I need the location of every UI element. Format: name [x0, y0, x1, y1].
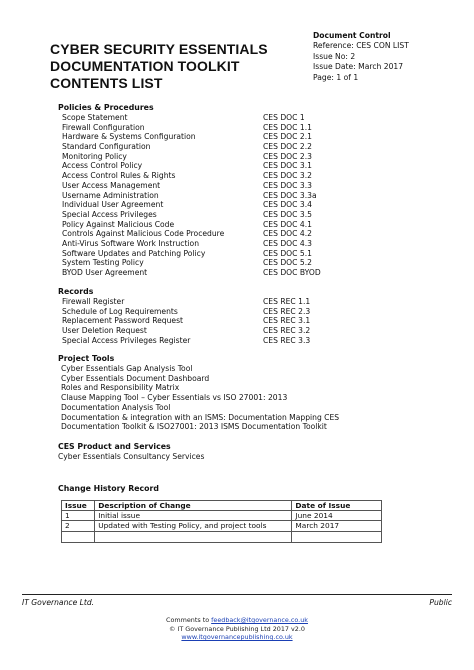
- table-cell: Initial issue: [95, 511, 292, 521]
- table-row: [62, 511, 382, 521]
- policies-heading: Policies & Procedures: [58, 103, 154, 112]
- table-row: [62, 521, 382, 531]
- footer-divider: [22, 594, 452, 595]
- change-history-heading: Change History Record: [58, 484, 159, 493]
- item-name: Access Control Rules & Rights: [62, 171, 176, 181]
- item-name: Access Control Policy: [62, 161, 143, 171]
- item-name: User Access Management: [62, 180, 161, 190]
- title-line-1: CYBER SECURITY ESSENTIALS: [50, 41, 268, 57]
- project-tools-list: [61, 364, 339, 432]
- footer-comments-block: [0, 616, 474, 642]
- item-name: Hardware & Systems Configuration: [62, 132, 196, 142]
- table-cell: [95, 531, 292, 542]
- table-header-row: [62, 501, 382, 511]
- issue-date: Issue Date: March 2017: [313, 62, 404, 72]
- item-reference: CES DOC 1.1: [263, 122, 312, 132]
- records-heading: Records: [58, 287, 94, 296]
- list-item: Documentation & integration with an ISMS: Documentation Mapping CES: [61, 412, 340, 422]
- item-reference: CES DOC 2.1: [263, 132, 312, 142]
- item-reference: CES DOC 4.1: [263, 219, 312, 229]
- item-reference: CES DOC 5.1: [263, 248, 312, 258]
- item-name: Monitoring Policy: [62, 151, 127, 161]
- feedback-email-link[interactable]: feedback@itgovernance.co.uk: [211, 616, 308, 624]
- column-header-date: Date of Issue: [292, 501, 382, 511]
- item-name: Special Access Privileges: [62, 209, 157, 219]
- table-cell: Updated with Testing Policy, and project tools: [95, 521, 292, 531]
- item-name: Firewall Configuration: [62, 122, 145, 132]
- item-name: BYOD User Agreement: [62, 268, 148, 277]
- list-item: Roles and Responsibility Matrix: [61, 383, 180, 393]
- item-name: Special Access Privileges Register: [62, 335, 191, 345]
- table-cell: 1: [62, 511, 95, 521]
- ces-services-item: Cyber Essentials Consultancy Services: [58, 452, 205, 461]
- item-reference: CES DOC 5.2: [263, 258, 312, 268]
- table-cell: [292, 531, 382, 542]
- item-reference: CES DOC 2.3: [263, 151, 312, 161]
- list-item: Documentation Analysis Tool: [61, 402, 171, 412]
- item-name: Controls Against Malicious Code Procedure: [62, 229, 225, 239]
- item-reference: CES DOC 3.3: [263, 180, 312, 190]
- copyright-text: © IT Governance Publishing Ltd 2017 v2.0: [169, 624, 305, 633]
- column-header-description: Description of Change: [95, 501, 292, 511]
- item-name: Anti-Virus Software Work Instruction: [62, 238, 200, 248]
- item-name: Replacement Password Request: [62, 316, 184, 326]
- page-number: Page: 1 of 1: [313, 72, 359, 82]
- comments-line: [0, 616, 474, 625]
- item-reference: CES REC 3.1: [263, 316, 311, 326]
- item-reference: CES REC 3.2: [263, 326, 311, 336]
- list-item: Cyber Essentials Gap Analysis Tool: [61, 364, 193, 373]
- item-name: Software Updates and Patching Policy: [62, 248, 206, 258]
- item-reference: CES REC 1.1: [263, 297, 311, 306]
- item-name: Firewall Register: [62, 297, 125, 306]
- item-name: Policy Against Malicious Code: [62, 219, 175, 229]
- comments-prefix: Comments to: [166, 616, 212, 624]
- item-name: Standard Configuration: [62, 142, 151, 152]
- title-line-2: DOCUMENTATION TOOLKIT: [50, 58, 240, 74]
- item-name: User Deletion Request: [62, 326, 147, 336]
- change-history-table: [61, 500, 382, 543]
- document-title: [50, 41, 300, 92]
- item-reference: CES DOC 4.2: [263, 229, 312, 239]
- issue-number: Issue No: 2: [313, 51, 356, 61]
- project-tools-heading: Project Tools: [58, 354, 115, 363]
- document-control-heading: Document Control: [313, 31, 391, 40]
- website-link[interactable]: www.itgovernancepublishing.co.uk: [181, 633, 293, 642]
- item-reference: CES DOC 3.5: [263, 209, 312, 219]
- item-reference: CES DOC 3.3a: [263, 190, 317, 200]
- list-item: Clause Mapping Tool – Cyber Essentials vs ISO 27001: 2013: [61, 393, 288, 403]
- table-cell: March 2017: [292, 521, 382, 531]
- table-cell: 2: [62, 521, 95, 531]
- item-reference: CES DOC 3.2: [263, 171, 312, 181]
- document-reference: Reference: CES CON LIST: [313, 41, 409, 51]
- table-cell: June 2014: [292, 511, 382, 521]
- document-control-block: [313, 31, 463, 83]
- title-line-3: CONTENTS LIST: [50, 75, 163, 91]
- item-name: Username Administration: [62, 190, 159, 200]
- list-item: Cyber Essentials Document Dashboard: [61, 373, 210, 383]
- list-item: Documentation Toolkit & ISO27001: 2013 ISMS Documentation Toolkit: [61, 422, 327, 432]
- item-reference: CES DOC 3.1: [263, 161, 312, 171]
- item-name: Individual User Agreement: [62, 200, 164, 210]
- item-reference: CES DOC 1: [263, 113, 305, 122]
- item-reference: CES DOC BYOD: [263, 268, 321, 277]
- ces-services-heading: CES Product and Services: [58, 442, 171, 451]
- footer-company: IT Governance Ltd.: [22, 598, 95, 607]
- footer-classification: Public: [429, 598, 452, 607]
- item-reference: CES DOC 4.3: [263, 238, 312, 248]
- item-name: Schedule of Log Requirements: [62, 306, 178, 316]
- item-reference: CES REC 2.3: [263, 306, 311, 316]
- item-name: System Testing Policy: [62, 258, 144, 268]
- table-cell: [62, 531, 95, 542]
- column-header-issue: Issue: [62, 501, 95, 511]
- table-row: [62, 531, 382, 542]
- item-name: Scope Statement: [62, 113, 128, 122]
- item-reference: CES DOC 2.2: [263, 142, 312, 152]
- item-reference: CES DOC 3.4: [263, 200, 312, 210]
- item-reference: CES REC 3.3: [263, 335, 311, 345]
